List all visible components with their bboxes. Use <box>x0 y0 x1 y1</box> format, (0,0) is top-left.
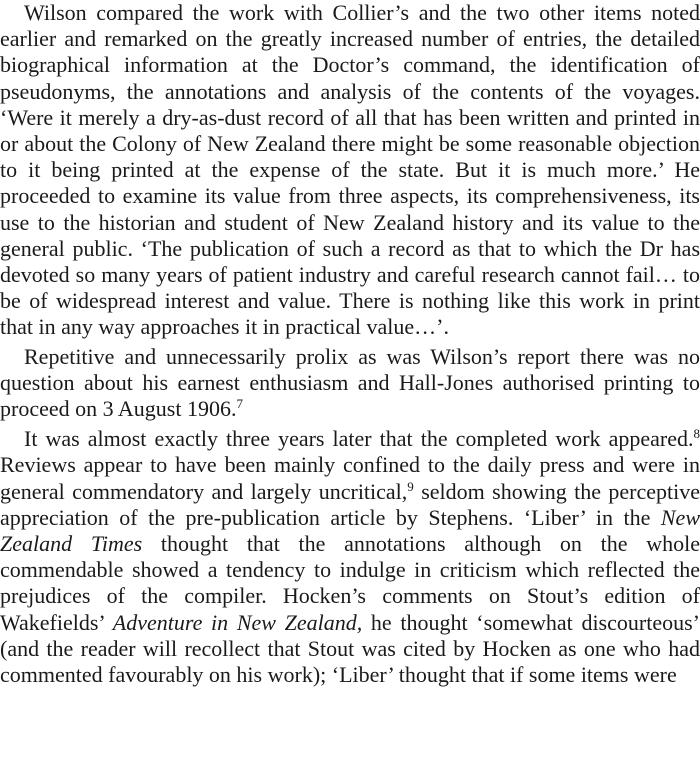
book-title: Adventure in New Zealand, <box>112 609 363 635</box>
newspaper-title: New Zealand Times <box>0 504 700 557</box>
paragraph-text: It was almost exactly three years later that the completed work appeared. <box>24 426 694 452</box>
footnote-ref: 9 <box>407 478 414 494</box>
paragraph-text: he thought ‘somewhat discourteous’ (and the reader will recollect that Stout was cited by Hocken as one who had commented favourably on his work); ‘Liber’ thought that if some items were <box>0 609 700 688</box>
footnote-ref: 8 <box>693 426 700 442</box>
paragraph-wilson-comparison <box>0 0 700 341</box>
paragraph-text: Reviews appear to have been mainly confined to the daily press and were in general commendatory and largely uncritical, <box>0 452 700 504</box>
paragraph-text: thought that the annotations although on the whole commendable showed a tendency to indulge in criticism which reflected the prejudices of the compiler. Hocken’s comments on Stout’s edition of Wakefields’ <box>0 531 700 635</box>
paragraph-reviews <box>0 426 700 688</box>
footnote-ref: 7 <box>236 396 243 412</box>
paragraph-text: seldom showing the perceptive appreciation of the pre-publication article by Stephens. ‘Liber’ in the <box>0 478 700 530</box>
paragraph-text: Wilson compared the work with Collier’s and the two other items noted earlier and remarked on the greatly increased number of entries, the detailed biographical information at the Doctor’s command, the identification of pseudonyms, the annotations and analysis of the contents of the voyages. ‘Were it merely a dry-as-dust record of all that has been written and printed in or about the Colony of New Zealand there might be some reasonable objection to it being printed at the expense of the state. But it is much more.’ He proceeded to examine its value from three aspects, its comprehensiveness, its use to the historian and student of New Zealand history and its value to the general public. ‘The publication of such a record as that to which the Dr has devoted so many years of patient industry and careful research cannot fail… to be of widespread interest and value. There is nothing like this work in print that in any way approaches it in practical value…’. <box>0 0 700 340</box>
paragraph-text: Repetitive and unnecessarily prolix as was Wilson’s report there was no question about his earnest enthusiasm and Hall-Jones authorised printing to proceed on 3 August 1906. <box>0 343 700 422</box>
paragraph-printing-authorised <box>0 344 700 423</box>
